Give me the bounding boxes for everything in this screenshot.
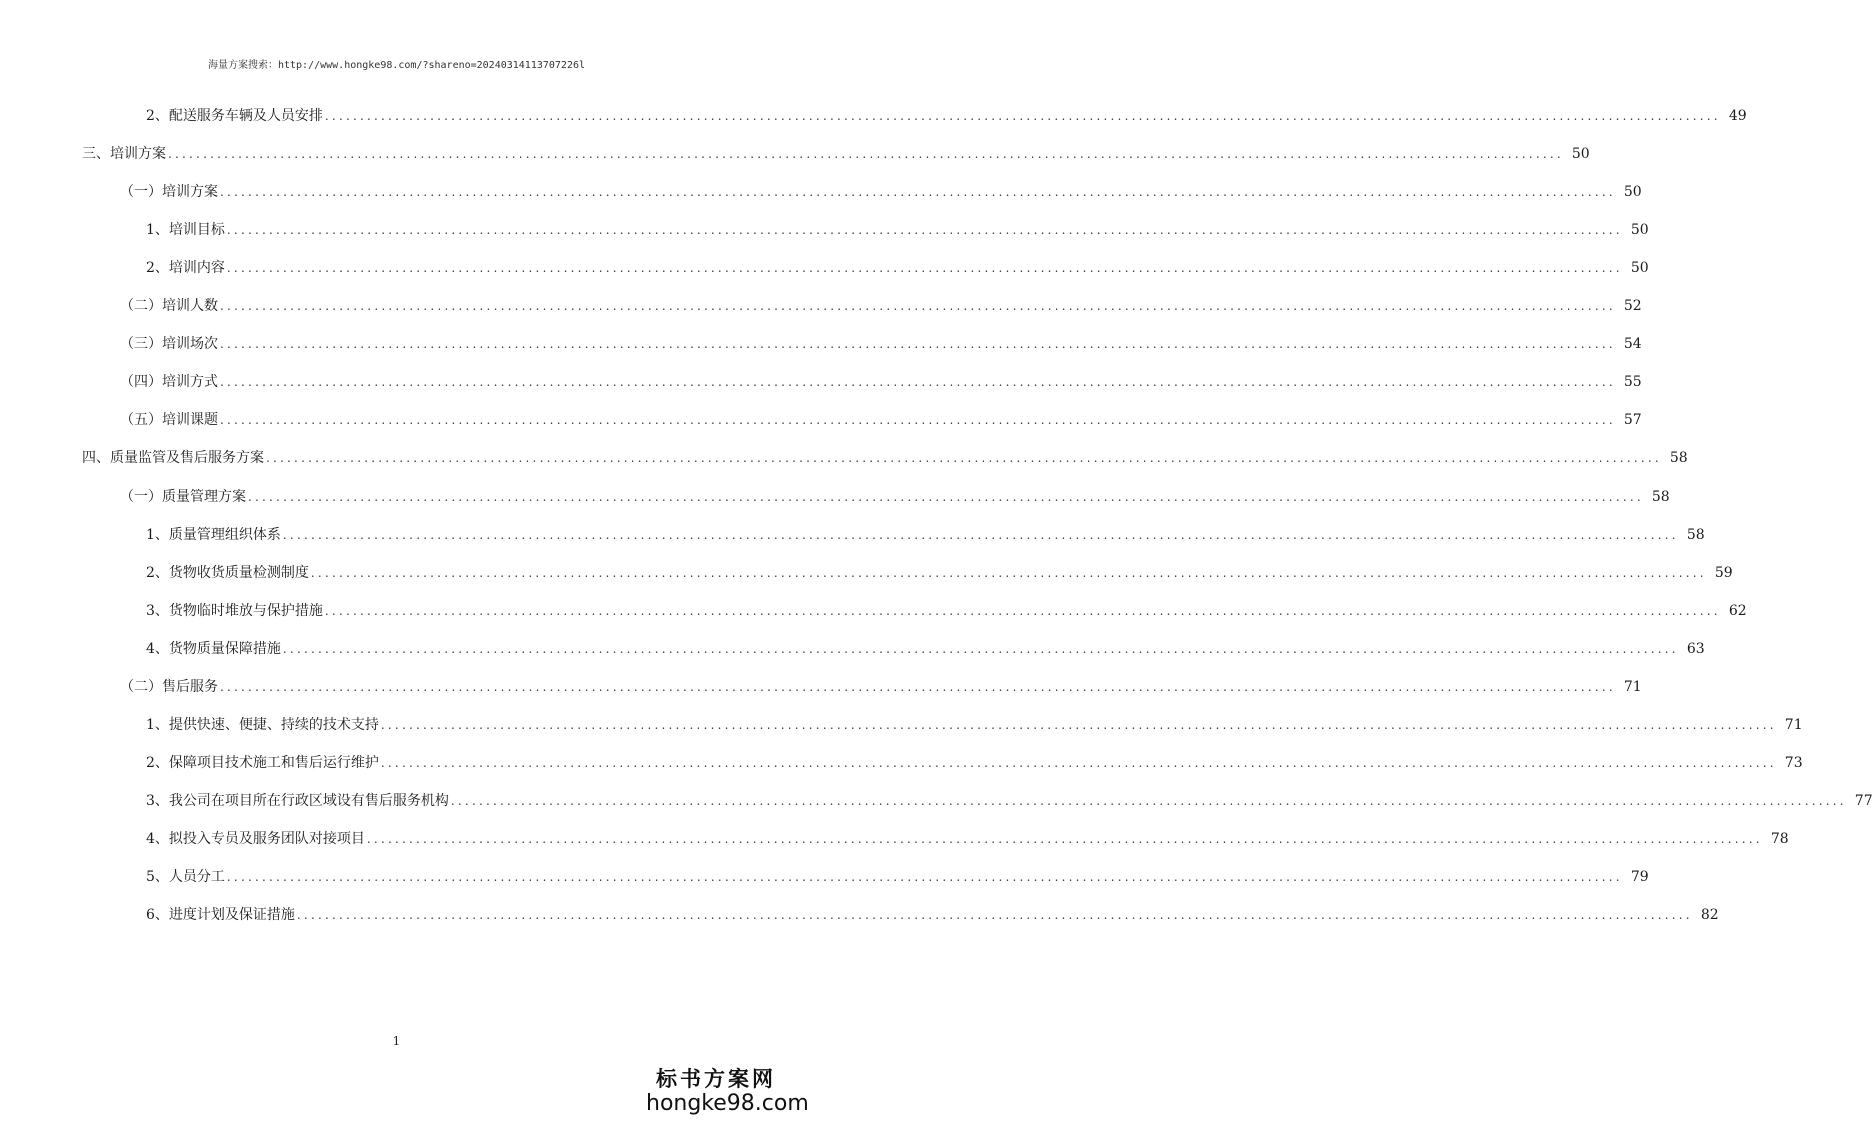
toc-entry-page: 57 xyxy=(1623,412,1642,428)
watermark-cn: 标书方案网 xyxy=(656,1067,776,1091)
toc-entry-page: 54 xyxy=(1623,336,1642,352)
toc-entry[interactable] xyxy=(0,713,1803,737)
toc-leader-dots: ....................................................................................................................................................................................................... xyxy=(296,908,1693,922)
toc-entry-title: 1、培训目标 xyxy=(146,222,225,238)
toc-entry[interactable] xyxy=(0,903,1719,927)
toc-entry[interactable] xyxy=(0,218,1649,242)
toc-entry-page: 55 xyxy=(1623,374,1642,390)
toc-leader-dots: ....................................................................................................................................................................................................... xyxy=(226,870,1623,884)
toc-entry-title: （一）培训方案 xyxy=(120,184,218,200)
toc-entry-page: 52 xyxy=(1623,298,1642,314)
toc-entry-title: 4、拟投入专员及服务团队对接项目 xyxy=(146,831,365,847)
toc-entry[interactable] xyxy=(0,523,1705,547)
toc-leader-dots: ....................................................................................................................................................................................................... xyxy=(324,109,1721,123)
toc-entry[interactable] xyxy=(0,675,1642,699)
toc-entry-page: 50 xyxy=(1630,222,1649,238)
toc-entry-title: 2、配送服务车辆及人员安排 xyxy=(146,108,323,124)
toc-leader-dots: ....................................................................................................................................................................................................... xyxy=(168,147,1564,161)
toc-leader-dots: ....................................................................................................................................................................................................... xyxy=(220,375,1616,389)
toc-entry-page: 63 xyxy=(1686,641,1705,657)
toc-entry-title: 3、货物临时堆放与保护措施 xyxy=(146,603,323,619)
toc-entry-title: 6、进度计划及保证措施 xyxy=(146,907,295,923)
toc-entry-title: 四、质量监管及售后服务方案 xyxy=(82,450,264,466)
toc-entry[interactable] xyxy=(0,637,1705,661)
toc-entry-title: （五）培训课题 xyxy=(120,412,218,428)
toc-entry-page: 58 xyxy=(1686,527,1705,543)
toc-entry-title: 2、货物收货质量检测制度 xyxy=(146,565,309,581)
toc-entry-page: 49 xyxy=(1728,108,1747,124)
toc-leader-dots: ....................................................................................................................................................................................................... xyxy=(226,261,1623,275)
toc-entry-title: 3、我公司在项目所在行政区域设有售后服务机构 xyxy=(146,793,449,809)
toc-leader-dots: ....................................................................................................................................................................................................... xyxy=(220,413,1616,427)
toc-entry-title: （二）培训人数 xyxy=(120,298,218,314)
toc-entry[interactable] xyxy=(0,561,1733,585)
toc-entry[interactable] xyxy=(0,370,1642,394)
toc-entry-page: 73 xyxy=(1784,755,1803,771)
toc-entry-title: （二）售后服务 xyxy=(120,679,218,695)
watermark-logo xyxy=(646,1066,809,1116)
toc-entry-title: 1、提供快速、便捷、持续的技术支持 xyxy=(146,717,379,733)
toc-entry-page: 71 xyxy=(1784,717,1803,733)
toc-entry[interactable] xyxy=(0,827,1789,851)
toc-leader-dots: ....................................................................................................................................................................................................... xyxy=(248,490,1644,504)
toc-leader-dots: ....................................................................................................................................................................................................... xyxy=(226,223,1623,237)
toc-entry-page: 82 xyxy=(1700,907,1719,923)
toc-entry-title: （三）培训场次 xyxy=(120,336,218,352)
toc-leader-dots: ....................................................................................................................................................................................................... xyxy=(310,566,1707,580)
toc-leader-dots: ....................................................................................................................................................................................................... xyxy=(282,642,1679,656)
toc-entry-title: （一）质量管理方案 xyxy=(120,489,246,505)
toc-entry[interactable] xyxy=(0,408,1642,432)
toc-entry[interactable] xyxy=(0,751,1803,775)
toc-leader-dots: ....................................................................................................................................................................................................... xyxy=(220,299,1616,313)
toc-entry-page: 50 xyxy=(1571,146,1590,162)
toc-leader-dots: ....................................................................................................................................................................................................... xyxy=(220,680,1616,694)
toc-entry[interactable] xyxy=(0,789,1873,813)
toc-leader-dots: ....................................................................................................................................................................................................... xyxy=(366,832,1763,846)
toc-entry[interactable] xyxy=(0,180,1642,204)
toc-entry-title: 1、质量管理组织体系 xyxy=(146,527,281,543)
toc-leader-dots: ....................................................................................................................................................................................................... xyxy=(220,185,1616,199)
toc-entry-title: 5、人员分工 xyxy=(146,869,225,885)
toc-entry-page: 62 xyxy=(1728,603,1747,619)
toc-entry[interactable] xyxy=(0,599,1747,623)
toc-entry-page: 71 xyxy=(1623,679,1642,695)
toc-entry-page: 59 xyxy=(1714,565,1733,581)
page-number: 1 xyxy=(392,1034,401,1048)
watermark-en: hongke98.com xyxy=(646,1091,809,1116)
toc-leader-dots: ....................................................................................................................................................................................................... xyxy=(266,451,1662,465)
page-header: 海量方案搜索：http://www.hongke98.com/?shareno=20240314113707226l xyxy=(207,60,586,71)
toc-entry-page: 58 xyxy=(1669,450,1688,466)
toc-entry-page: 78 xyxy=(1770,831,1789,847)
toc-entry-title: 2、保障项目技术施工和售后运行维护 xyxy=(146,755,379,771)
toc-leader-dots: ....................................................................................................................................................................................................... xyxy=(324,604,1721,618)
toc-entry[interactable] xyxy=(0,332,1642,356)
toc-leader-dots: ....................................................................................................................................................................................................... xyxy=(380,756,1777,770)
toc-entry[interactable] xyxy=(0,142,1590,166)
toc-entry[interactable] xyxy=(0,865,1649,889)
toc-leader-dots: ....................................................................................................................................................................................................... xyxy=(282,528,1679,542)
toc-leader-dots: ....................................................................................................................................................................................................... xyxy=(380,718,1777,732)
toc-entry-title: 2、培训内容 xyxy=(146,260,225,276)
toc-entry-page: 50 xyxy=(1623,184,1642,200)
toc-entry-page: 58 xyxy=(1651,489,1670,505)
toc-leader-dots: ....................................................................................................................................................................................................... xyxy=(450,794,1847,808)
toc-entry[interactable] xyxy=(0,446,1688,470)
toc-leader-dots: ....................................................................................................................................................................................................... xyxy=(220,337,1616,351)
toc-entry-page: 77 xyxy=(1854,793,1873,809)
toc-entry-page: 50 xyxy=(1630,260,1649,276)
toc-entry[interactable] xyxy=(0,485,1670,509)
toc-entry[interactable] xyxy=(0,104,1747,128)
toc-entry-page: 79 xyxy=(1630,869,1649,885)
toc-entry-title: 三、培训方案 xyxy=(82,146,166,162)
toc-entry-title: （四）培训方式 xyxy=(120,374,218,390)
toc-entry[interactable] xyxy=(0,294,1642,318)
toc-entry[interactable] xyxy=(0,256,1649,280)
toc-entry-title: 4、货物质量保障措施 xyxy=(146,641,281,657)
